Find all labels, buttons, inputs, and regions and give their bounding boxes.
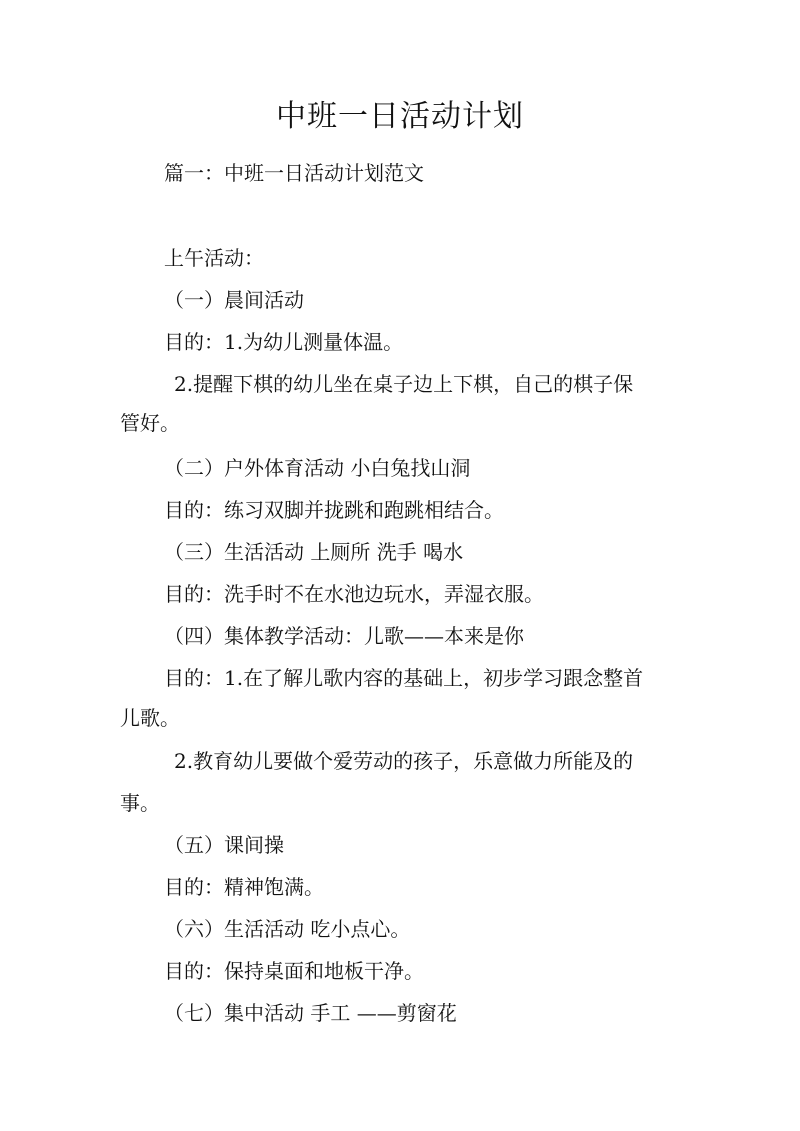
section-4-point-2-continued: 事。 xyxy=(120,791,160,815)
section-heading-4: （四）集体教学活动：儿歌——本来是你 xyxy=(164,624,524,648)
morning-heading: 上午活动： xyxy=(164,246,264,270)
section-goal-2: 目的：练习双脚并拢跳和跑跳相结合。 xyxy=(164,498,504,522)
section-1-point-2-continued: 管好。 xyxy=(120,411,180,435)
section-4-point-2: 2.教育幼儿要做个爱劳动的孩子，乐意做力所能及的 xyxy=(174,749,634,773)
section-goal-3: 目的：洗手时不在水池边玩水，弄湿衣服。 xyxy=(164,582,544,606)
section-1-point-2: 2.提醒下棋的幼儿坐在桌子边上下棋，自己的棋子保 xyxy=(174,372,634,396)
section-goal-4: 目的：1.在了解儿歌内容的基础上，初步学习跟念整首 xyxy=(164,666,644,690)
section-goal-5: 目的：精神饱满。 xyxy=(164,875,324,899)
subtitle: 篇一：中班一日活动计划范文 xyxy=(164,161,424,185)
section-heading-3: （三）生活活动 上厕所 洗手 喝水 xyxy=(164,540,464,564)
section-goal-1: 目的：1.为幼儿测量体温。 xyxy=(164,330,404,354)
section-heading-1: （一）晨间活动 xyxy=(164,288,304,312)
section-heading-5: （五）课间操 xyxy=(164,833,284,857)
section-heading-7: （七）集中活动 手工 ——剪窗花 xyxy=(164,1001,457,1025)
section-goal-4-continued: 儿歌。 xyxy=(120,706,180,730)
document-title: 中班一日活动计划 xyxy=(276,99,524,134)
section-heading-6: （六）生活活动 吃小点心。 xyxy=(164,917,411,941)
section-heading-2: （二）户外体育活动 小白兔找山洞 xyxy=(164,456,471,480)
section-goal-6: 目的：保持桌面和地板干净。 xyxy=(164,959,424,983)
